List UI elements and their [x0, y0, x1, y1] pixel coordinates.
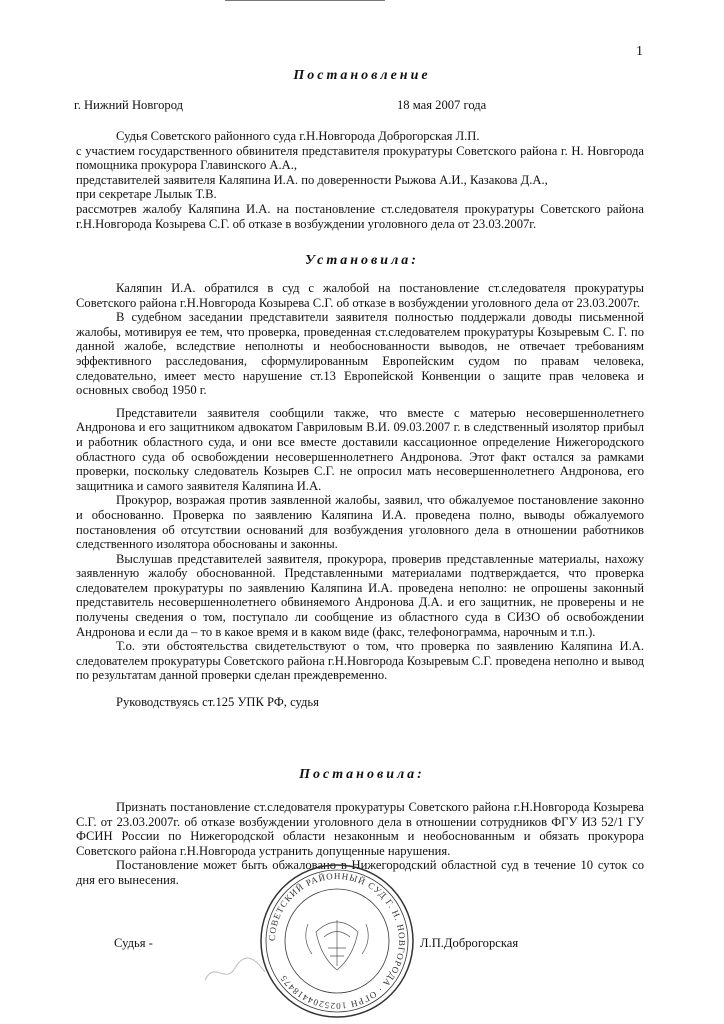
paragraph-7: Руководствуясь ст.125 УПК РФ, судья [116, 695, 319, 710]
paragraph-1: Каляпин И.А. обратился в суд с жалобой на постановление ст.следователя прокуратуры Советского района г.Н.Новгорода Козырева С.Г. об отказе в возбуждении уголовного дела от 23.03.2007г. [76, 281, 644, 310]
intro-complaint: рассмотрев жалобу Каляпина И.А. на постановление ст.следователя прокуратуры Советского района г.Н.Новгорода Козырева С.Г. об отказе в возбуждении уголовного дела от 23.03.2007г. [76, 201, 644, 231]
paragraph-5: Выслушав представителей заявителя, прокурора, проверив представленные материалы, нахожу заявленную жалобу обоснованной. Представленными материалами подтверждается, что проверка следователем прокуратуры по заявлению Каляпина И.А. проведена неполно: не опрошены законный представитель несовершеннолетнего обвиняемого Андронова Д.А. и его защитник, не проверены и не получены сведения о том, поступало ли сообщение из областного суда в СИЗО об освобождении Андронова и если да – то в какое время и в каком виде (факс, телефонограмма, нарочным и т.п.). [76, 551, 644, 639]
intro-judge: Судья Советского районного суда г.Н.Новгорода Доброгорская Л.П. [116, 129, 480, 143]
top-rule [225, 0, 385, 1]
seal-text: СОВЕТСКИЙ РАЙОННЫЙ СУД Г. Н. НОВГОРОДА · ОГРН 1025204418475 [266, 870, 408, 1012]
date: 18 мая 2007 года [397, 98, 487, 112]
paragraph-6: Т.о. эти обстоятельства свидетельствуют о том, что проверка по заявлению Каляпина И.А. следователем прокуратуры Советского района г.Н.Новгорода Козыревым С.Г. проведена неполно и вывод по результатам данной проверки сделан преждевременно. [76, 639, 644, 683]
intro-section [76, 129, 644, 231]
page-number: 1 [636, 44, 643, 59]
paragraph-2: В судебном заседании представители заявителя полностью поддержали доводы письменной жалобы, мотивируя ее тем, что проверка, проведенная ст.следователем прокуратуры Козыревым С. Г. по данной жалобе, вследствие неполноты и необоснованности выводов, не отвечает требованиям эффективного расследования, сформулированным Европейским судом по правам человека, следовательно, имеет место нарушение ст.13 Европейской Конвенции о защите прав человека и основных свобод 1950 г. [76, 310, 644, 398]
signature-name: Л.П.Доброгорская [420, 936, 519, 950]
document-title: Постановление [293, 68, 431, 83]
signature-label: Судья - [114, 936, 153, 950]
court-seal [258, 862, 416, 1020]
section-decided-title: Постановила: [299, 767, 425, 782]
emblem-icon [306, 920, 369, 970]
decision-1: Признать постановление ст.следователя прокуратуры Советского района г.Н.Новгорода Козырева С.Г. от 23.03.2007г. об отказе возбуждении уголовного дела в отношении сотрудников ФГУ ИЗ 52/1 ГУ ФСИН России по Нижегородской области незаконным и необоснованным и обязать прокурора Советского района г.Н.Новгорода устранить допущенные нарушения. [76, 800, 644, 858]
section-established-title: Установила: [305, 253, 419, 268]
intro-secretary: при секретаре Лылык Т.В. [76, 187, 217, 202]
decision-2: Постановление может быть обжаловано в Нижегородский областной суд в течение 10 суток со дня его вынесения. [76, 858, 644, 887]
intro-representatives: представителей заявителя Каляпина И.А. по доверенности Рыжова А.И., Казакова Д.А., [76, 172, 548, 187]
paragraph-3: Представители заявителя сообщили также, что вместе с матерью несовершеннолетнего Андронова и его защитником адвокатом Гавриловым В.И. 09.03.2007 г. в следственный изолятор прибыл и работник областного суда, и они все вместе доставили кассационное определение Нижегородского областного суда об освобождении несовершеннолетнего Андронова. Этот факт остался за рамками проверки, поскольку следователь Козырев С.Г. не опросил мать несовершеннолетнего Андронова, его защитника и самого заявителя Каляпина И.А. [76, 405, 644, 493]
city: г. Нижний Новгород [74, 98, 184, 112]
body-section [76, 281, 644, 710]
intro-prosecutor: с участием государственного обвинителя представителя прокуратуры Советского района г. Н. Новгорода помощника прокурора Главинского А.А., [76, 143, 644, 173]
paragraph-4: Прокурор, возражая против заявленной жалобы, заявил, что обжалуемое постановление законно и обоснованно. Проверка по заявлению Каляпина И.А. проведена полно, выводы обжалуемого постановления об отсутствии оснований для возбуждения уголовного дела в отношении работников следственного изолятора обоснованы и законны. [76, 493, 644, 552]
